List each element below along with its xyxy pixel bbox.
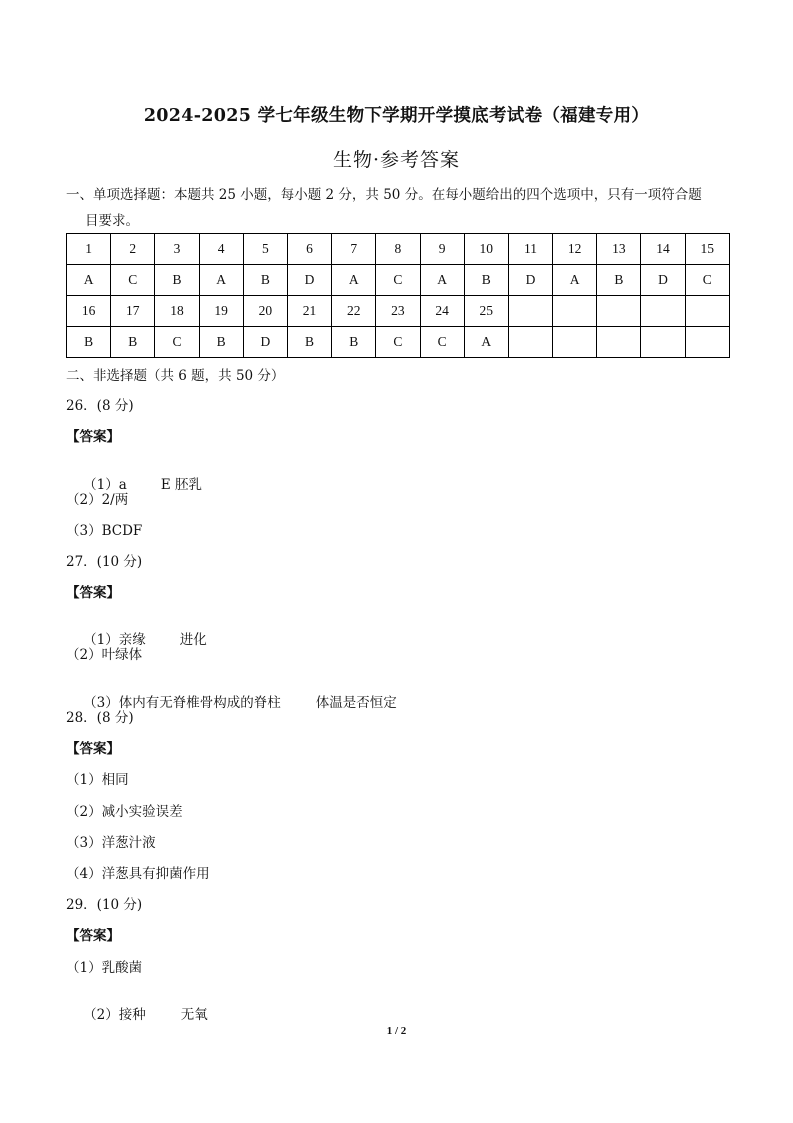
question-number-cell: 9 <box>420 234 464 265</box>
question-number-cell: 5 <box>243 234 287 265</box>
question-number-cell: 15 <box>685 234 729 265</box>
answer-cell: A <box>67 265 111 296</box>
question-number-cell: 12 <box>553 234 597 265</box>
question-number-cell <box>685 296 729 327</box>
answer-cell: A <box>464 327 508 358</box>
section1-heading <box>66 182 726 234</box>
answer-cell: A <box>332 265 376 296</box>
q26-answer-1b: E 胚乳 <box>160 477 202 493</box>
q26-answer-1a: （1）a <box>83 477 127 493</box>
question-number-cell: 11 <box>508 234 552 265</box>
answer-cell: C <box>376 265 420 296</box>
answer-cell: A <box>199 265 243 296</box>
answer-cell: B <box>287 327 331 358</box>
question-number-cell: 6 <box>287 234 331 265</box>
q27-answer-1a: （1）亲缘 <box>83 632 146 648</box>
question-number-cell: 19 <box>199 296 243 327</box>
question-number-cell: 13 <box>597 234 641 265</box>
answer-cell: B <box>67 327 111 358</box>
q26-label: 26．(8 分) <box>66 398 134 414</box>
answer-cell <box>685 327 729 358</box>
q28-answer-4: （4）洋葱具有抑菌作用 <box>66 866 210 882</box>
answer-cell: B <box>199 327 243 358</box>
q27-answer-2: （2）叶绿体 <box>66 647 143 663</box>
q27-answer-1b: 进化 <box>179 632 207 648</box>
answer-cell: D <box>243 327 287 358</box>
question-number-cell: 8 <box>376 234 420 265</box>
question-number-cell: 23 <box>376 296 420 327</box>
question-number-cell: 4 <box>199 234 243 265</box>
q29-answer-2a: （2）接种 <box>83 1007 146 1023</box>
question-number-cell: 14 <box>641 234 685 265</box>
answer-cell <box>641 327 685 358</box>
question-number-cell: 20 <box>243 296 287 327</box>
answer-cell: C <box>376 327 420 358</box>
answer-table <box>66 233 730 358</box>
answer-cell: B <box>243 265 287 296</box>
q29-label: 29．(10 分) <box>66 897 143 913</box>
question-number-cell: 17 <box>111 296 155 327</box>
question-number-cell <box>641 296 685 327</box>
question-number-cell <box>508 296 552 327</box>
answer-cell: D <box>287 265 331 296</box>
question-number-cell: 22 <box>332 296 376 327</box>
q28-answer-tag: 【答案】 <box>66 741 120 757</box>
q29-answer-tag: 【答案】 <box>66 928 120 944</box>
answer-cell: C <box>420 327 464 358</box>
answer-table-row <box>67 265 730 296</box>
question-number-cell: 7 <box>332 234 376 265</box>
q27-answer-tag: 【答案】 <box>66 585 120 601</box>
question-number-cell: 10 <box>464 234 508 265</box>
page-number: 1 / 2 <box>386 1025 407 1037</box>
question-number-cell: 24 <box>420 296 464 327</box>
document-subtitle: 生物·参考答案 <box>332 149 461 171</box>
answer-cell <box>553 327 597 358</box>
question-number-cell: 25 <box>464 296 508 327</box>
question-number-cell: 1 <box>67 234 111 265</box>
q28-answer-3: （3）洋葱汁液 <box>66 835 156 851</box>
answer-cell: C <box>155 327 199 358</box>
q29-answer-1: （1）乳酸菌 <box>66 960 143 976</box>
question-number-cell: 2 <box>111 234 155 265</box>
answer-cell: B <box>597 265 641 296</box>
answer-table-row <box>67 296 730 327</box>
answer-cell: C <box>111 265 155 296</box>
q28-label: 28．(8 分) <box>66 710 134 726</box>
q27-label: 27．(10 分) <box>66 554 143 570</box>
q27-answer-3b: 体温是否恒定 <box>315 695 397 711</box>
answer-cell: D <box>508 265 552 296</box>
section1-heading-line1: 一、单项选择题：本题共 25 小题，每小题 2 分，共 50 分。在每小题给出的四个选项中，只有一项符合题 <box>66 187 702 203</box>
question-number-cell <box>553 296 597 327</box>
answer-cell: C <box>685 265 729 296</box>
document-title: 2024-2025 学七年级生物下学期开学摸底考试卷（福建专用） <box>143 106 650 126</box>
answer-cell: B <box>464 265 508 296</box>
q29-answer-2b: 无氧 <box>180 1007 208 1023</box>
question-number-cell: 16 <box>67 296 111 327</box>
answer-table-row <box>67 234 730 265</box>
q26-answer-3: （3）BCDF <box>66 523 143 539</box>
q28-answer-1: （1）相同 <box>66 772 129 788</box>
answer-cell <box>508 327 552 358</box>
answer-table-row <box>67 327 730 358</box>
q28-answer-2: （2）减小实验误差 <box>66 804 183 820</box>
question-number-cell <box>597 296 641 327</box>
answer-cell: B <box>332 327 376 358</box>
answer-cell: A <box>553 265 597 296</box>
question-number-cell: 3 <box>155 234 199 265</box>
answer-cell: D <box>641 265 685 296</box>
answer-cell: A <box>420 265 464 296</box>
question-number-cell: 21 <box>287 296 331 327</box>
q26-answer-2: （2）2/两 <box>66 492 129 508</box>
question-number-cell: 18 <box>155 296 199 327</box>
section2-heading: 二、非选择题（共 6 题，共 50 分） <box>66 368 285 384</box>
answer-cell: B <box>111 327 155 358</box>
q27-answer-3a: （3）体内有无脊椎骨构成的脊柱 <box>83 695 281 711</box>
answer-cell <box>597 327 641 358</box>
q26-answer-tag: 【答案】 <box>66 429 120 445</box>
answer-cell: B <box>155 265 199 296</box>
section1-heading-line2: 目要求。 <box>85 213 139 229</box>
